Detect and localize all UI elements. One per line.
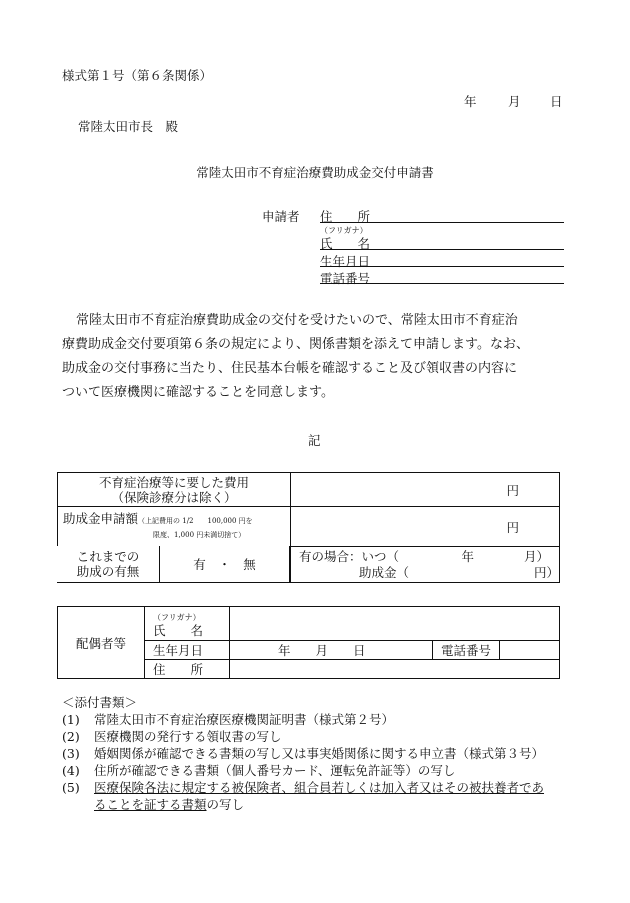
attachment-text: 常陸太田市不育症治療医療機関証明書（様式第２号） <box>94 712 395 727</box>
attachment-item <box>62 762 582 779</box>
date-day: 日 <box>550 94 563 109</box>
date-month: 月 <box>508 94 521 109</box>
cost-label-cell <box>58 473 291 507</box>
applicant-furigana-label: （フリガナ） <box>320 226 368 235</box>
spouse-birthdate-label: 生年月日 <box>153 643 204 658</box>
spouse-label-cell <box>58 607 145 679</box>
attachment-item <box>62 711 582 728</box>
grant-note-2: 限度、1,000 円未満切捨て） <box>153 530 246 539</box>
applicant-name-line[interactable] <box>320 249 564 250</box>
body-line: ついて医療機関に確認することを同意します。 <box>62 385 334 400</box>
applicant-birthdate-label: 生年月日 <box>320 254 371 269</box>
spouse-phone-label-cell <box>433 641 500 660</box>
applicant-address-line[interactable] <box>320 222 564 223</box>
attachment-item-cont <box>62 796 582 813</box>
attachment-text: 住所が確認できる書類（個人番号カード、運転免許証等）の写し <box>94 763 456 778</box>
history-detail-cell[interactable] <box>291 547 560 583</box>
spouse-label: 配偶者等 <box>75 635 126 651</box>
applicant-label: 申請者 <box>262 209 300 224</box>
applicant-birthdate-line[interactable] <box>320 266 564 267</box>
yen-unit: 円 <box>506 519 519 535</box>
addressee: 常陸太田市長 殿 <box>78 119 179 134</box>
page-title: 常陸太田市不育症治療費助成金交付申請書 <box>196 165 434 180</box>
spouse-date-fields: 年 月 日 <box>278 643 366 658</box>
attachment-num: (3) <box>62 746 80 761</box>
ki-label: 記 <box>308 433 321 448</box>
spouse-phone-label: 電話番号 <box>440 643 491 658</box>
spouse-name-input[interactable] <box>230 607 560 641</box>
spouse-name-label-cell <box>145 607 230 641</box>
body-line: 常陸太田市不育症治療費助成金の交付を受けたいので、常陸太田市不育症治 <box>76 313 518 328</box>
attachment-num: (1) <box>62 712 80 727</box>
spouse-birthdate-label-cell <box>145 641 230 660</box>
history-label: これまでの <box>76 549 140 564</box>
spouse-phone-input[interactable] <box>500 641 560 660</box>
spouse-furigana: （フリガナ） <box>153 612 201 622</box>
attachment-item <box>62 728 582 745</box>
attachment-item <box>62 779 582 796</box>
grant-note: （上記費用の 1/2 100,000 円を <box>138 516 253 525</box>
yen-unit: 円 <box>506 482 519 498</box>
grant-label: 助成金申請額 <box>63 510 139 526</box>
spouse-address-input[interactable] <box>230 660 560 679</box>
cost-value-cell[interactable] <box>291 473 560 507</box>
applicant-phone-line[interactable] <box>320 283 564 284</box>
date-year: 年 <box>464 94 477 109</box>
attachment-text: 医療機関の発行する領収書の写し <box>94 729 282 744</box>
history-when: 有の場合：いつ（ 年 月） <box>299 548 550 564</box>
spouse-address-label: 住 所 <box>153 662 204 677</box>
spouse-address-label-cell <box>145 660 230 679</box>
body-paragraph <box>62 309 572 405</box>
attachment-text: 婚姻関係が確認できる書類の写し又は事実婚関係に関する申立書（様式第３号） <box>94 746 545 761</box>
attachment-text-underlined: ることを証する書類 <box>94 797 207 812</box>
attachment-text: 医療保険各法に規定する被保険者、組合員若しくは加入者又はその被扶養者であ <box>94 780 545 795</box>
attachments-heading: ＜添付書類＞ <box>62 695 138 710</box>
form-number: 様式第１号（第６条関係） <box>62 68 213 83</box>
history-amount: 助成金（ 円） <box>359 564 560 580</box>
body-line: 療費助成金交付要項第６条の規定により、関係書類を添えて申請します。なお、 <box>62 337 529 352</box>
history-choice[interactable] <box>160 546 290 582</box>
history-choice-text: 有 ・ 無 <box>193 557 256 572</box>
applicant-address-label: 住 所 <box>320 209 371 224</box>
attachment-num: (5) <box>62 780 80 795</box>
spouse-table <box>57 606 560 679</box>
grant-value-cell[interactable] <box>291 507 560 547</box>
attachment-num: (4) <box>62 763 80 778</box>
cost-label-note: （保険診療分は除く） <box>111 489 237 505</box>
applicant-phone-label: 電話番号 <box>320 271 371 286</box>
cost-label: 不育症治療等に要した費用 <box>98 474 249 490</box>
grant-label-cell <box>58 507 291 547</box>
attachments <box>62 694 582 813</box>
attachment-num: (2) <box>62 729 80 744</box>
applicant-name-label: 氏 名 <box>320 236 371 251</box>
attachment-text: の写し <box>206 797 245 812</box>
spouse-name-label: 氏 名 <box>153 622 204 638</box>
attachment-item <box>62 745 582 762</box>
history-label-overlay <box>57 546 160 582</box>
spouse-birthdate-input[interactable] <box>230 641 433 660</box>
history-label-2: 助成の有無 <box>76 564 140 579</box>
body-line: 助成金の交付事務に当たり、住民基本台帳を確認すること及び領収書の内容に <box>62 361 518 376</box>
